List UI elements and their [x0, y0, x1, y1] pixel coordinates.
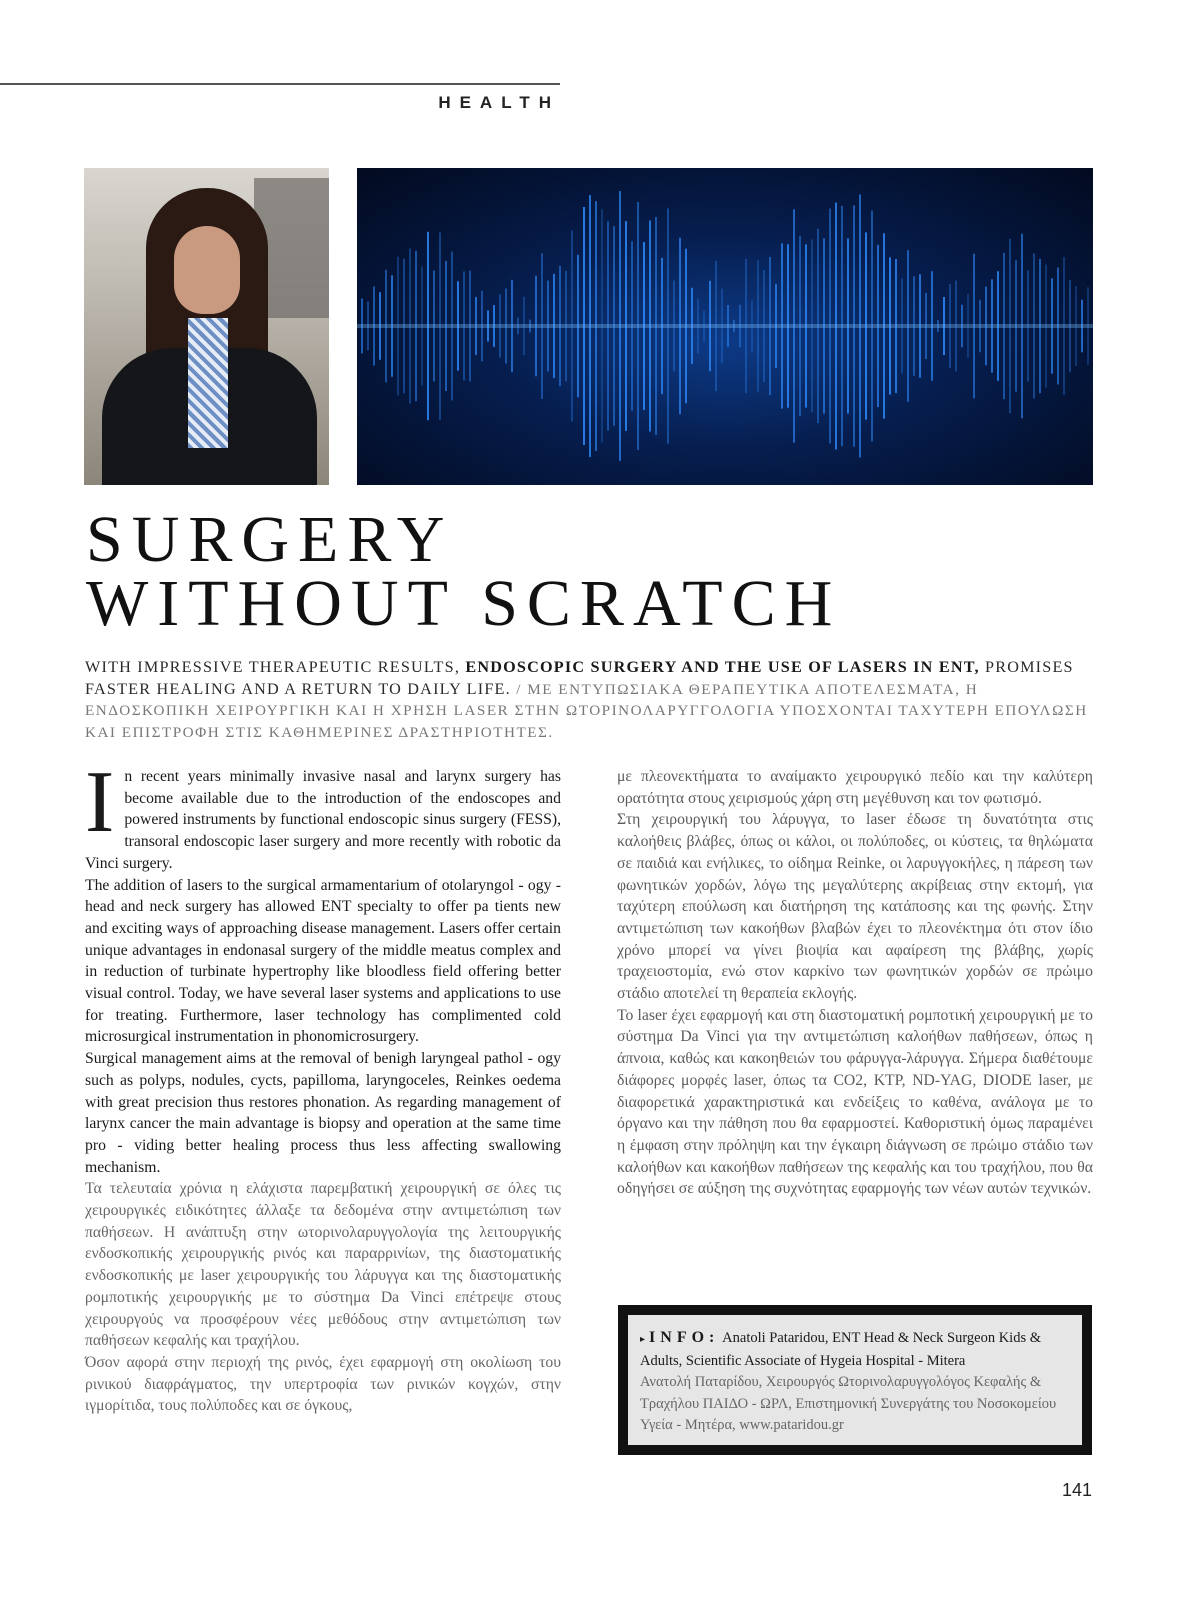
- intro-en-end: PROMISES FASTER HEALING AND A RETURN TO DAILY LIFE.: [85, 658, 1074, 698]
- portrait-face: [174, 226, 240, 314]
- body-column-left: [85, 754, 561, 1417]
- doctor-portrait-photo: [84, 168, 329, 485]
- drop-cap: I: [85, 754, 115, 851]
- intro-separator: /: [510, 680, 528, 698]
- info-en-text: Anatoli Pataridou, ENT Head & Neck Surgeon Kids & Adults, Scientific Associate of Hygeia Hospital - Mitera: [640, 1330, 1042, 1369]
- arrow-icon: ▸: [640, 1334, 646, 1345]
- section-label: HEALTH: [438, 93, 560, 112]
- soundwave-graphic: [357, 168, 1093, 485]
- wave-centerline: [357, 324, 1093, 328]
- body-paragraph: Surgical management aims at the removal of benigh laryngeal pathol - ogy such as polyps, nodules, cycts, papilloma, laryngoceles, Reinkes oedema with great precision thus restores phonation. As regarding management of larynx cancer the main advantage is biopsy and operation at the same time pro - viding better healing process thus less affecting swallowing mechanism.: [85, 1050, 561, 1176]
- article-intro: [85, 657, 1095, 743]
- info-box: [618, 1305, 1092, 1455]
- info-box-content: [628, 1315, 1082, 1445]
- page-number: 141: [1061, 1480, 1092, 1500]
- headline-line-1: SURGERY: [86, 503, 454, 576]
- body-paragraph: Όσον αφορά στην περιοχή της ρινός, έχει εφαρμογή στη οκολίωση του ρινικού διαφράγματος, την υπερτροφία των ρινικών κογχών, στην ιγμορίτιδα, τους πολύποδες και σε όγκους,: [85, 1353, 561, 1415]
- intro-en-bold: ENDOSCOPIC SURGERY AND THE USE OF LASERS IN ENT,: [465, 658, 980, 676]
- body-paragraph: Τα τελευταία χρόνια η ελάχιστα παρεμβατική χειρουργική σε όλες τις χειρουργικές ειδικότητες άλλαξε τα δεδομένα στην αντιμετώπιση των παθήσεων. Η ανάπτυξη στην ωτορινολαρυγγολογία της λειτουργικής ενδοσκοπικής χειρουργικής ρινός και παραρρινίων, της διαστοματικής ενδοσκοπικής με laser χειρουργικής του λάρυγγα και της διαστοματικής ρομποτικής χειρουργικής με το σύστημα Da Vinci επέτρεψε στους χειρουργούς να προσφέρουν νέες μεθόδους στην αντιμετώπιση των παθήσεων κεφαλής και τραχήλου.: [85, 1180, 561, 1350]
- info-label: INFO:: [649, 1329, 720, 1346]
- article-headline: [86, 503, 842, 640]
- info-gr-text: Ανατολή Παταρίδου, Χειρουργός Ωτορινολαρυγγολόγος Κεφαλής & Τραχήλου ΠΑΙΔΟ - ΩΡΛ, Επιστημονική Συνεργάτης του Νοσοκομείου Υγεία - Μητέρα, www.pataridou.gr: [640, 1374, 1057, 1433]
- soundwave-image: [357, 168, 1093, 485]
- top-rule: [0, 83, 560, 85]
- body-paragraph: The addition of lasers to the surgical armamentarium of otolaryngol - ogy -head and neck surgery has allowed ENT specialty to offer pa tients new and exciting ways of approaching disease management. Lasers offer certain unique advantages in endonasal surgery of the middle meatus complex and in reduction of turbinate hypertrophy like bloodless field offering better visual control. Today, we have several laser systems and applications to use for treating. Furthermore, laser technology has complimented cold microsurgical instrumentation in phonomicrosurgery.: [85, 876, 561, 1046]
- headline-line-2: WITHOUT SCRATCH: [86, 567, 842, 640]
- intro-en-start: WITH IMPRESSIVE THERAPEUTIC RESULTS,: [85, 658, 466, 676]
- body-paragraph: με πλεονεκτήματα το αναίμακτο χειρουργικό πεδίο και την καλύτερη ορατότητα στους χειρισμούς χάρη στη μεγέθυνση και τον φωτισμό.: [617, 768, 1093, 807]
- body-paragraph-text: n recent years minimally invasive nasal and larynx surgery has become available due to the introduction of the endoscopes and powered instruments by functional endoscopic sinus surgery (FESS), transoral endoscopic laser surgery and more recently with robotic da Vinci surgery.: [85, 768, 561, 872]
- body-paragraph: [85, 754, 561, 875]
- body-paragraph: Το laser έχει εφαρμογή και στη διαστοματική ρομποτική χειρουργική με το σύστημα Da Vinci για την αντιμετώπιση καλοήθων παθήσεων, όπως η άπνοια, καθώς και κακοηθειών του φάρυγγα-λάρυγγα. Σήμερα διαθέτουμε διάφορες μορφές laser, όπως τα CO2, KTP, ND-YAG, DIODE laser, με διαφορετικά χαρακτηριστικά και ενδείξεις το καθένα, ανάλογα με το όργανο και την πάθηση που θα εφαρμοστεί. Καθοριστική όμως παραμένει η έμφαση στην πρόληψη και την έγκαιρη διάγνωση σε πρώιμο στάδιο των καλοήθων και κακοήθων παθήσεων της κεφαλής και του τραχήλου, που θα οδηγήσει σε αύξηση της συχνότητας εφαρμογής των νέων αυτών τεχνικών.: [617, 1006, 1093, 1198]
- portrait-shirt: [188, 318, 228, 448]
- body-column-right: [617, 766, 1093, 1200]
- intro-gr: ΜΕ ΕΝΤΥΠΩΣΙΑΚΑ ΘΕΡΑΠΕΥΤΙΚΑ ΑΠΟΤΕΛΕΣΜΑΤΑ, Η ΕΝΔΟΣΚΟΠΙΚΗ ΧΕΙΡΟΥΡΓΙΚΗ ΚΑΙ Η ΧΡΗΣΗ LASER ΣΤΗΝ ΩΤΟΡΙΝΟΛΑΡΥΓΓΟΛΟΓΙΑ ΥΠΟΣΧΟΝΤΑΙ ΤΑΧΥΤΕΡΗ ΕΠΟΥΛΩΣΗ ΚΑΙ ΕΠΙΣΤΡΟΦΗ ΣΤΙΣ ΚΑΘΗΜΕΡΙΝΕΣ ΔΡΑΣΤΗΡΙΟΤΗΤΕΣ.: [85, 680, 1088, 741]
- body-paragraph: Στη χειρουργική του λάρυγγα, το laser έδωσε τη δυνατότητα στις καλοήθεις βλάβες, όπως οι κάλοι, οι πολύποδες, οι κύστεις, τα θηλώματα σε παιδιά και ενήλικες, το οίδημα Reinke, οι λαρυγγοκήλες, η πάρεση των φωνητικών χορδών, λόγω της μεγαλύτερης ακρίβειας στην εκτομή, για ταχύτερη επούλωση και διατήρηση της κατάποσης και της φωνής. Στην αντιμετώπιση των κακοήθων βλαβών έχει το πλεονέκτημα ότι στον ίδιο χρόνο μπορεί να γίνει βιοψία και αφαίρεση της βλάβης, χωρίς τραχειοστομία, ενώ στον καρκίνο των φωνητικών χορδών σε πρώιμο στάδιο αποτελεί τη θεραπεία εκλογής.: [617, 811, 1093, 1003]
- info-en: [640, 1327, 1070, 1372]
